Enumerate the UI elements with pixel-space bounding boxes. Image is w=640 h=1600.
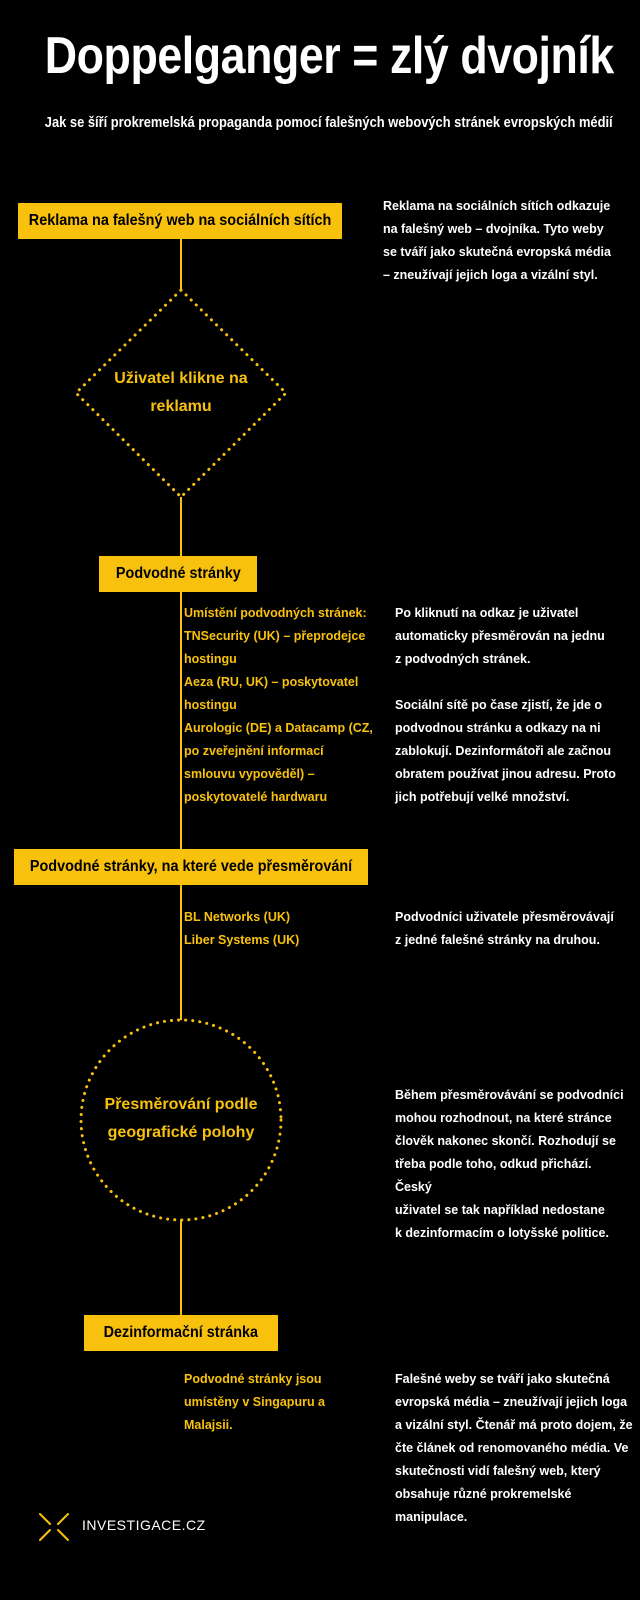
step-disinfo-description: Falešné weby se tváří jako skutečná evropská média – zneužívají jejich loga a vizální styl. Čtenář má proto dojem, že čte článek od renomovaného média. Ve skutečnosti vidí falešný web, který obsahuje různé prokremelské manipulace. <box>395 1372 633 1524</box>
step-click-label: Uživatel klikne na reklamu <box>114 370 248 415</box>
step-fraud-label: Podvodné stránky <box>115 565 241 582</box>
step-disinfo-box <box>84 1315 278 1351</box>
step-fraud-box <box>99 556 257 592</box>
page-subtitle: Jak se šíří prokremelská propaganda pomocí falešných webových stránek evropských médií <box>44 114 613 131</box>
step-fraud-description: Po kliknutí na odkaz je uživatel automaticky přesměrován na jednu z podvodných stránek. Sociální sítě po čase zjistí, že jde o podvodnou stránku a odkazy na ni zablokují. Dezinformátoři ale začnou obratem používat jinou adresu. Proto jich potřebují velké množství. <box>395 606 616 804</box>
step-geo-label: Přesměrování podle geografické polohy <box>104 1096 258 1141</box>
step-redirect-box <box>14 849 368 885</box>
step-ad-description: Reklama na sociálních sítích odkazuje na falešný web – dvojníka. Tyto weby se tváří jako skutečná evropská média – zneužívají jejich loga a vizální styl. <box>383 199 611 282</box>
page-title: Doppelganger = zlý dvojník <box>44 27 614 85</box>
step-redirect-label: Podvodné stránky, na které vede přesměrování <box>29 858 353 875</box>
step-redirect-details: BL Networks (UK) Liber Systems (UK) <box>184 910 300 947</box>
step-disinfo-details: Podvodné stránky jsou umístěny v Singapuru a Malajsii. <box>184 1372 326 1432</box>
step-geo-description: Během přesměrovávání se podvodníci mohou rozhodnout, na které stránce člověk nakonec skončí. Rozhodují se třeba podle toho, odkud přichází. Český uživatel se tak například nedostane k dezinformacím o lotyšské politice. <box>395 1088 624 1240</box>
step-fraud-details: Umístění podvodných stránek: TNSecurity (UK) – přeprodejce hostingu Aeza (RU, UK) – poskytovatel hostingu Aurologic (DE) a Datacamp (CZ, po zveřejnění informací smlouvu vypověděl) – poskytovatelé hardwaru <box>184 606 373 804</box>
x-logo-icon <box>36 1510 72 1544</box>
brand-name: INVESTIGACE.CZ <box>82 1517 206 1533</box>
step-disinfo-label: Dezinformační stránka <box>103 1324 259 1341</box>
step-ad-label: Reklama na falešný web na sociálních sítích <box>28 212 332 229</box>
step-redirect-description: Podvodníci uživatele přesměrovávají z jedné falešné stránky na druhou. <box>395 910 614 947</box>
step-ad-box <box>18 203 342 239</box>
